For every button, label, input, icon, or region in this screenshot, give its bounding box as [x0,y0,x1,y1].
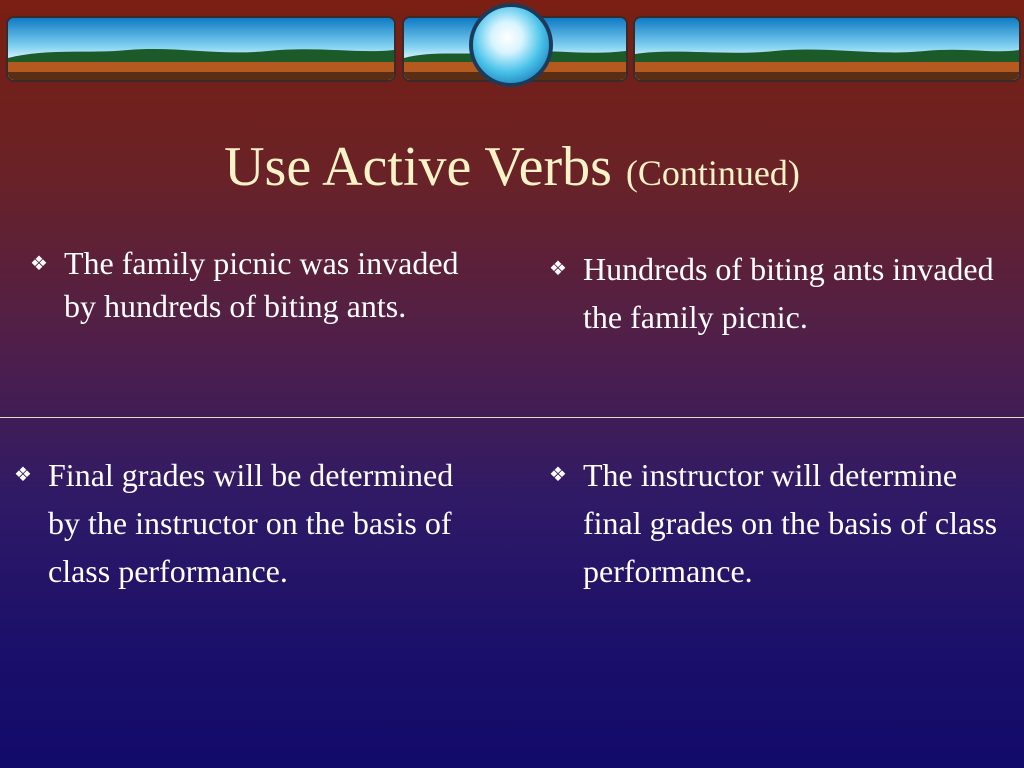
four-diamond-bullet-icon: ❖ [14,464,32,486]
bullet-item-passive-2 [14,451,474,595]
four-diamond-bullet-icon: ❖ [549,464,567,486]
bullet-item-active-2 [549,451,1009,595]
bullet-item-active-1 [549,245,1019,341]
four-diamond-bullet-icon: ❖ [30,253,48,275]
section-divider [0,417,1024,418]
title-main: Use Active Verbs [224,136,612,198]
bullet-text: Final grades will be determined by the instructor on the basis of class performance. [48,457,454,589]
bullet-text: Hundreds of biting ants invaded the family picnic. [583,251,994,335]
bullet-text: The family picnic was invaded by hundreds of biting ants. [64,245,459,324]
globe-icon [469,3,553,87]
bullet-item-passive-1 [30,240,460,328]
landscape-banner-right [633,16,1021,82]
title-subtitle: (Continued) [625,153,800,193]
landscape-banner-left [6,16,396,82]
bullet-text: The instructor will determine final grades on the basis of class performance. [583,457,998,589]
four-diamond-bullet-icon: ❖ [549,258,567,280]
slide-title [0,132,1024,208]
